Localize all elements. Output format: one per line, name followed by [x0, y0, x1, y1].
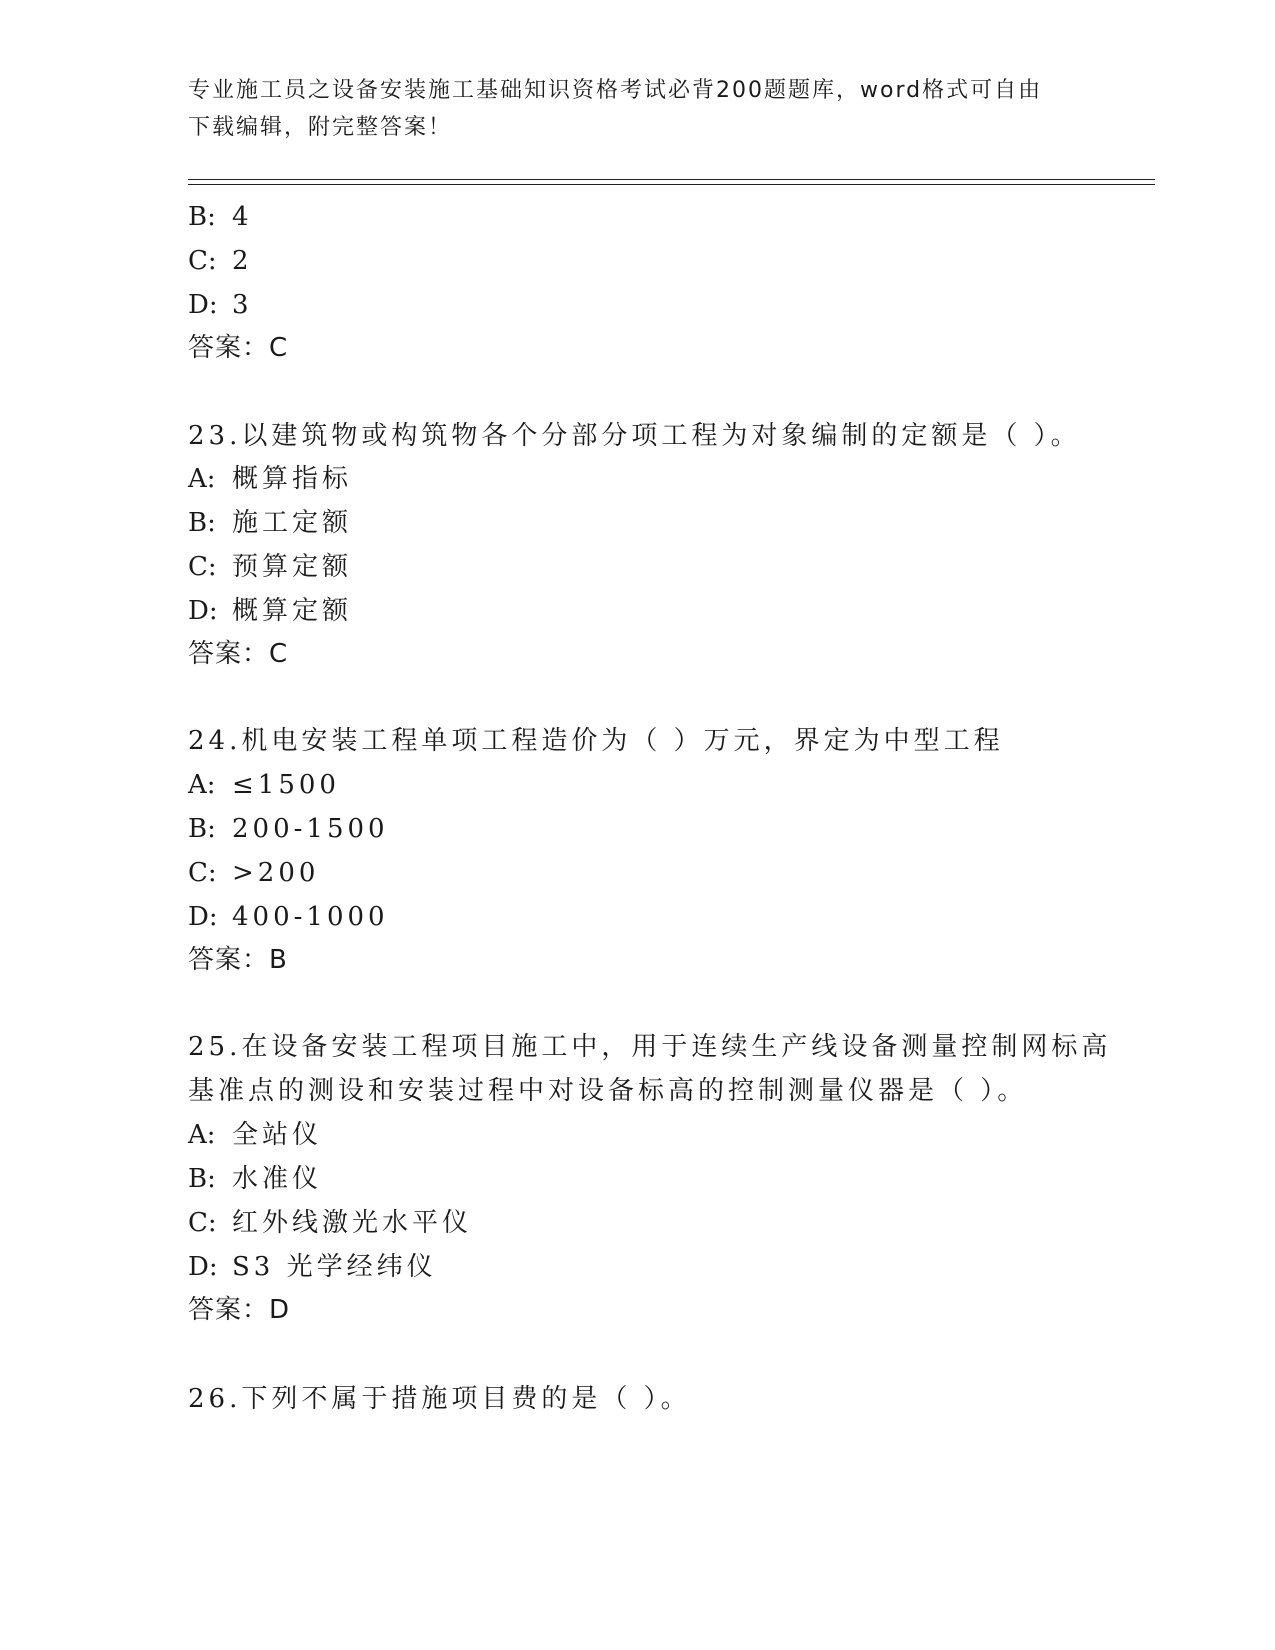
q25-answer: 答案：D	[188, 1295, 291, 1325]
option-text: 200-1500	[232, 814, 389, 844]
option-letter: B:	[188, 508, 216, 538]
option-letter: A:	[188, 770, 216, 800]
q24-option-b	[188, 813, 389, 845]
option-text: 概算指标	[232, 464, 353, 494]
option-text: 2	[232, 246, 253, 276]
option-letter: D:	[188, 902, 218, 932]
q24-option-d	[188, 901, 389, 933]
option-letter: B:	[188, 202, 216, 232]
q25-option-d	[188, 1251, 437, 1283]
option-letter: B:	[188, 1164, 216, 1194]
q24-option-c	[188, 857, 319, 889]
q22-option-d	[188, 289, 253, 321]
option-text: 水准仪	[232, 1164, 323, 1194]
q24-answer: 答案：B	[188, 945, 288, 975]
option-text: S3 光学经纬仪	[232, 1252, 437, 1282]
q25-question-line-2: 基准点的测设和安装过程中对设备标高的控制测量仪器是（ ）。	[188, 1076, 1028, 1106]
header-title-line-2: 下载编辑，附完整答案！	[188, 115, 453, 140]
option-text: 400-1000	[232, 902, 389, 932]
q25-option-b	[188, 1163, 322, 1195]
option-letter: A:	[188, 464, 216, 494]
q23-option-a	[188, 463, 352, 495]
q22-answer: 答案：C	[188, 333, 289, 363]
q22-option-c	[188, 245, 253, 277]
option-letter: B:	[188, 814, 216, 844]
q23-option-b	[188, 507, 352, 539]
option-text: ≤1500	[232, 770, 340, 800]
q24-question: 24.机电安装工程单项工程造价为（ ）万元，界定为中型工程	[188, 726, 1004, 756]
option-letter: C:	[188, 246, 217, 276]
option-text: 红外线激光水平仪	[232, 1208, 473, 1238]
option-text: 概算定额	[232, 596, 353, 626]
option-text: 预算定额	[232, 552, 353, 582]
q25-question-line-1: 25.在设备安装工程项目施工中，用于连续生产线设备测量控制网标高	[188, 1032, 1112, 1062]
q23-option-d	[188, 595, 352, 627]
option-letter: D:	[188, 596, 218, 626]
option-text: 全站仪	[232, 1120, 323, 1150]
option-letter: D:	[188, 1252, 218, 1282]
option-text: 施工定额	[232, 508, 353, 538]
header-title-line-1: 专业施工员之设备安装施工基础知识资格考试必背200题题库，word格式可自由	[188, 78, 1043, 103]
option-text: >200	[232, 858, 320, 888]
q25-option-a	[188, 1119, 322, 1151]
header-divider-top	[188, 179, 1155, 180]
q24-option-a	[188, 769, 340, 801]
q22-option-b	[188, 201, 253, 233]
option-letter: C:	[188, 858, 217, 888]
document-header	[188, 72, 1088, 146]
option-letter: D:	[188, 290, 218, 320]
option-text: 3	[232, 290, 253, 320]
option-text: 4	[232, 202, 253, 232]
q25-option-c	[188, 1207, 472, 1239]
option-letter: C:	[188, 1208, 217, 1238]
header-divider-bottom	[188, 184, 1155, 185]
option-letter: A:	[188, 1120, 216, 1150]
q23-answer: 答案：C	[188, 639, 289, 669]
q26-question: 26.下列不属于措施项目费的是（ ）。	[188, 1384, 691, 1414]
q23-option-c	[188, 551, 352, 583]
q23-question: 23.以建筑物或构筑物各个分部分项工程为对象编制的定额是（ ）。	[188, 421, 1081, 451]
option-letter: C:	[188, 552, 217, 582]
